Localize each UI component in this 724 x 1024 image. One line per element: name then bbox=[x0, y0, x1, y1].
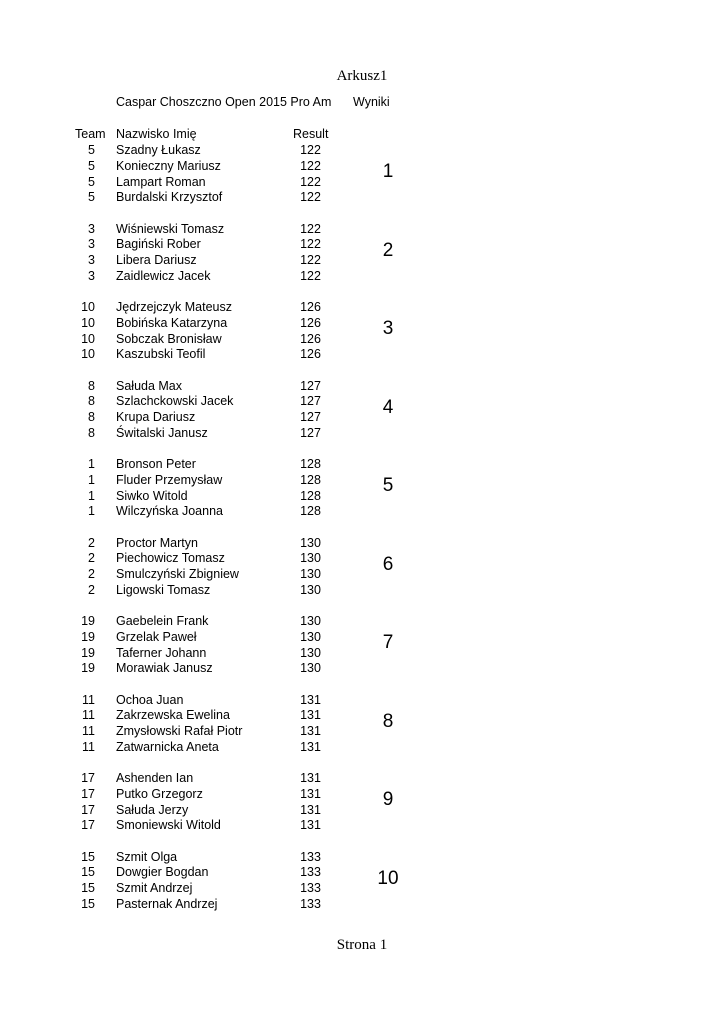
name-cell: Krupa Dariusz bbox=[116, 410, 196, 425]
name-cell: Sałuda Max bbox=[116, 378, 183, 393]
result-cell: 130 bbox=[300, 582, 321, 597]
sheet-title: Arkusz1 bbox=[336, 68, 388, 84]
team-cell: 19 bbox=[81, 614, 95, 628]
name-cell: Świtalski Janusz bbox=[116, 425, 208, 440]
team-group bbox=[0, 693, 724, 757]
team-group bbox=[0, 771, 724, 835]
team-cell: 2 bbox=[88, 582, 95, 597]
result-cell: 128 bbox=[300, 457, 321, 471]
header-team: Team bbox=[75, 127, 106, 141]
team-group bbox=[0, 850, 724, 914]
name-cell: Gaebelein Frank bbox=[116, 614, 209, 628]
result-cell: 131 bbox=[300, 708, 321, 723]
name-cell: Ashenden Ian bbox=[116, 771, 194, 785]
table-row bbox=[0, 771, 724, 787]
team-cell: 10 bbox=[81, 347, 95, 362]
name-cell: Fluder Przemysław bbox=[116, 472, 223, 487]
team-cell: 2 bbox=[88, 551, 95, 566]
name-cell: Zakrzewska Ewelina bbox=[116, 708, 230, 723]
rank-number: 5 bbox=[382, 475, 394, 496]
name-cell: Morawiak Janusz bbox=[116, 661, 213, 676]
team-group bbox=[0, 536, 724, 600]
result-cell: 130 bbox=[300, 535, 321, 550]
name-cell: Bobińska Katarzyna bbox=[116, 315, 228, 330]
team-cell: 17 bbox=[81, 771, 95, 785]
rank-number: 9 bbox=[382, 789, 394, 810]
event-title: Caspar Choszczno Open 2015 Pro Am bbox=[116, 95, 332, 109]
table-row bbox=[0, 190, 724, 206]
rank-number: 6 bbox=[382, 553, 394, 575]
team-cell: 11 bbox=[82, 739, 95, 754]
table-row bbox=[0, 222, 724, 238]
result-cell: 122 bbox=[300, 237, 321, 252]
name-cell: Jędrzejczyk Mateusz bbox=[116, 300, 233, 314]
team-cell: 3 bbox=[88, 221, 95, 236]
result-cell: 130 bbox=[300, 645, 321, 660]
name-cell: Piechowicz Tomasz bbox=[116, 551, 225, 566]
result-cell: 122 bbox=[300, 221, 321, 236]
name-cell: Bronson Peter bbox=[116, 457, 196, 471]
name-cell: Libera Dariusz bbox=[116, 253, 197, 268]
result-cell: 126 bbox=[300, 347, 321, 362]
name-cell: Ochoa Juan bbox=[116, 692, 184, 707]
name-cell: Szadny Łukasz bbox=[116, 143, 201, 157]
result-cell: 126 bbox=[300, 300, 321, 314]
name-cell: Ligowski Tomasz bbox=[116, 582, 211, 597]
team-cell: 2 bbox=[88, 567, 95, 582]
name-cell: Zatwarnicka Aneta bbox=[116, 739, 219, 754]
team-cell: 10 bbox=[81, 331, 95, 346]
result-cell: 131 bbox=[300, 818, 321, 833]
result-cell: 130 bbox=[300, 661, 321, 676]
result-cell: 131 bbox=[300, 739, 321, 754]
team-group bbox=[0, 457, 724, 521]
name-cell: Smoniewski Witold bbox=[116, 818, 221, 833]
table-row bbox=[0, 850, 724, 866]
result-cell: 130 bbox=[300, 567, 321, 582]
team-cell: 15 bbox=[81, 849, 95, 864]
result-cell: 122 bbox=[300, 143, 321, 157]
name-cell: Pasternak Andrzej bbox=[116, 896, 218, 911]
team-cell: 3 bbox=[88, 253, 95, 268]
rank-number: 8 bbox=[382, 710, 394, 732]
team-cell: 8 bbox=[88, 378, 95, 393]
team-cell: 11 bbox=[82, 692, 95, 707]
result-cell: 133 bbox=[300, 896, 321, 911]
name-cell: Bagiński Rober bbox=[116, 237, 201, 252]
name-cell: Zaidlewicz Jacek bbox=[116, 268, 211, 283]
team-cell: 8 bbox=[88, 394, 95, 409]
rank-number: 1 bbox=[382, 161, 394, 182]
team-cell: 5 bbox=[88, 190, 95, 205]
name-cell: Szmit Olga bbox=[116, 849, 178, 864]
table-row bbox=[0, 269, 724, 285]
name-cell: Sałuda Jerzy bbox=[116, 802, 189, 817]
team-cell: 15 bbox=[81, 896, 95, 911]
team-cell: 15 bbox=[81, 865, 95, 880]
result-cell: 131 bbox=[300, 771, 321, 785]
table-row bbox=[0, 740, 724, 756]
table-row bbox=[0, 818, 724, 834]
header-name: Nazwisko Imię bbox=[116, 127, 197, 141]
table-row bbox=[0, 661, 724, 677]
table-row bbox=[0, 457, 724, 473]
team-cell: 10 bbox=[81, 315, 95, 330]
result-cell: 126 bbox=[300, 331, 321, 346]
name-cell: Dowgier Bogdan bbox=[116, 865, 209, 880]
result-cell: 128 bbox=[300, 472, 321, 487]
result-cell: 122 bbox=[300, 174, 321, 189]
table-row bbox=[0, 143, 724, 159]
table-row bbox=[0, 347, 724, 363]
name-cell: Taferner Johann bbox=[116, 645, 207, 660]
result-cell: 131 bbox=[300, 802, 321, 817]
result-cell: 122 bbox=[300, 158, 321, 173]
team-cell: 3 bbox=[88, 237, 95, 252]
rank-number: 3 bbox=[382, 318, 394, 339]
result-cell: 128 bbox=[300, 504, 321, 519]
table-row bbox=[0, 426, 724, 442]
name-cell: Proctor Martyn bbox=[116, 535, 198, 550]
team-cell: 5 bbox=[88, 174, 95, 189]
result-cell: 133 bbox=[300, 849, 321, 864]
table-row bbox=[0, 897, 724, 913]
team-group bbox=[0, 379, 724, 443]
team-group bbox=[0, 300, 724, 364]
team-cell: 1 bbox=[88, 457, 95, 471]
team-cell: 5 bbox=[88, 143, 95, 157]
team-cell: 19 bbox=[81, 629, 95, 644]
result-cell: 127 bbox=[300, 378, 321, 393]
table-row bbox=[0, 504, 724, 520]
name-cell: Smulczyński Zbigniew bbox=[116, 567, 239, 582]
name-cell: Szmit Andrzej bbox=[116, 881, 193, 896]
team-cell: 10 bbox=[81, 300, 95, 314]
result-cell: 127 bbox=[300, 394, 321, 409]
team-cell: 11 bbox=[82, 708, 95, 723]
rank-number: 10 bbox=[377, 867, 399, 889]
team-group bbox=[0, 614, 724, 678]
result-cell: 130 bbox=[300, 614, 321, 628]
rank-number: 4 bbox=[382, 396, 394, 418]
table-row bbox=[0, 300, 724, 316]
name-cell: Wiśniewski Tomasz bbox=[116, 221, 225, 236]
result-cell: 128 bbox=[300, 488, 321, 503]
team-cell: 17 bbox=[81, 802, 95, 817]
team-cell: 19 bbox=[81, 645, 95, 660]
team-cell: 3 bbox=[88, 268, 95, 283]
result-cell: 122 bbox=[300, 268, 321, 283]
name-cell: Konieczny Mariusz bbox=[116, 158, 221, 173]
table-row bbox=[0, 614, 724, 630]
table-row bbox=[0, 583, 724, 599]
page-footer: Strona 1 bbox=[336, 937, 388, 953]
table-row bbox=[0, 379, 724, 395]
team-cell: 11 bbox=[82, 724, 95, 739]
team-cell: 15 bbox=[81, 881, 95, 896]
result-cell: 133 bbox=[300, 881, 321, 896]
team-cell: 1 bbox=[88, 472, 95, 487]
team-group bbox=[0, 143, 724, 207]
team-cell: 1 bbox=[88, 488, 95, 503]
name-cell: Siwko Witold bbox=[116, 488, 188, 503]
team-cell: 8 bbox=[88, 410, 95, 425]
team-cell: 8 bbox=[88, 425, 95, 440]
name-cell: Putko Grzegorz bbox=[116, 786, 203, 801]
result-cell: 127 bbox=[300, 425, 321, 440]
team-cell: 17 bbox=[81, 786, 95, 801]
name-cell: Zmysłowski Rafał Piotr bbox=[116, 724, 243, 739]
name-cell: Sobczak Bronisław bbox=[116, 331, 222, 346]
result-cell: 127 bbox=[300, 410, 321, 425]
name-cell: Kaszubski Teofil bbox=[116, 347, 206, 362]
team-cell: 5 bbox=[88, 158, 95, 173]
name-cell: Burdalski Krzysztof bbox=[116, 190, 223, 205]
name-cell: Lampart Roman bbox=[116, 174, 206, 189]
wyniki-label: Wyniki bbox=[353, 95, 390, 109]
team-cell: 17 bbox=[81, 818, 95, 833]
rank-number: 7 bbox=[382, 632, 394, 653]
team-cell: 19 bbox=[81, 661, 95, 676]
result-cell: 131 bbox=[300, 786, 321, 801]
team-group bbox=[0, 222, 724, 286]
result-cell: 122 bbox=[300, 253, 321, 268]
rank-number: 2 bbox=[382, 239, 394, 261]
result-cell: 131 bbox=[300, 692, 321, 707]
result-cell: 126 bbox=[300, 315, 321, 330]
name-cell: Wilczyńska Joanna bbox=[116, 504, 223, 519]
name-cell: Grzelak Paweł bbox=[116, 629, 197, 644]
name-cell: Szlachckowski Jacek bbox=[116, 394, 234, 409]
result-cell: 131 bbox=[300, 724, 321, 739]
team-cell: 2 bbox=[88, 535, 95, 550]
team-cell: 1 bbox=[88, 504, 95, 519]
header-result: Result bbox=[293, 127, 329, 141]
result-cell: 122 bbox=[300, 190, 321, 205]
table-row bbox=[0, 536, 724, 552]
result-cell: 133 bbox=[300, 865, 321, 880]
table-row bbox=[0, 693, 724, 709]
result-cell: 130 bbox=[300, 551, 321, 566]
result-cell: 130 bbox=[300, 629, 321, 644]
